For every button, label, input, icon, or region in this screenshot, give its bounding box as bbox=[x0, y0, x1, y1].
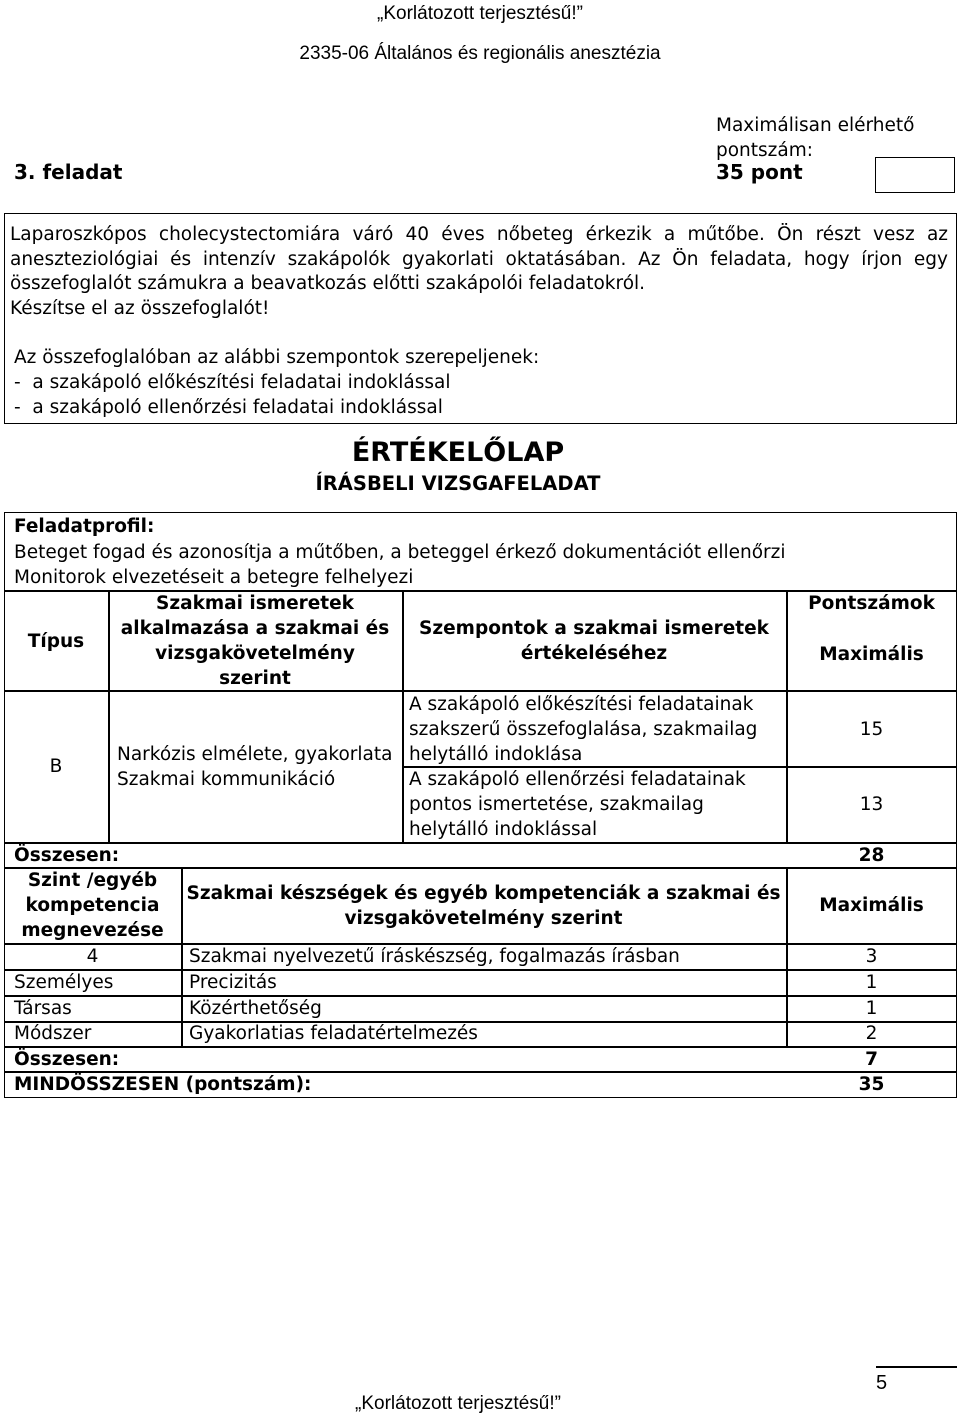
skill-name: Közérthetőség bbox=[189, 998, 322, 1019]
skills-header-line: vizsgakövetelmény szerint bbox=[344, 908, 623, 929]
knowledge-line: Szakmai kommunikáció bbox=[117, 769, 336, 790]
criterion-line: helytálló indoklása bbox=[409, 744, 583, 765]
criteria-list bbox=[14, 345, 539, 420]
task-title: 3. feladat bbox=[14, 160, 123, 184]
skills-header bbox=[181, 881, 786, 931]
skill-name: Precizitás bbox=[189, 972, 277, 993]
skill-points: 3 bbox=[865, 946, 878, 967]
restricted-distribution-footer: „Korlátozott terjesztésű!” bbox=[355, 1393, 561, 1414]
skill-points: 2 bbox=[865, 1023, 878, 1044]
exam-code-header: 2335-06 Általános és regionális anesztézia bbox=[299, 43, 661, 64]
max-points-value: 35 pont bbox=[716, 160, 803, 184]
evaluation-sheet-title: ÉRTÉKELŐLAP bbox=[351, 437, 565, 468]
criterion-line: helytálló indoklással bbox=[409, 819, 598, 840]
knowledge-line: Narkózis elmélete, gyakorlata bbox=[117, 744, 393, 765]
profile-label: Feladatprofil: bbox=[14, 516, 155, 537]
criterion-line: A szakápoló ellenőrzési feladatainak bbox=[409, 769, 746, 790]
type-header: Típus bbox=[27, 631, 85, 652]
skill-level: Személyes bbox=[14, 972, 114, 993]
grand-total-label: MINDÖSSZESEN (pontszám): bbox=[14, 1074, 312, 1095]
profile-line: Monitorok elvezetéseit a betegre felhelyezi bbox=[14, 567, 414, 588]
knowledge-header-line: szerint bbox=[219, 668, 291, 689]
max-points-label-line1: Maximálisan elérhető bbox=[716, 115, 915, 136]
criterion-item bbox=[409, 692, 757, 767]
level-header-line: megnevezése bbox=[21, 920, 164, 941]
criteria-item: - a szakápoló előkészítési feladatai indoklással bbox=[14, 372, 451, 393]
task-instruction: Készítse el az összefoglalót! bbox=[10, 297, 270, 319]
maximal-header: Maximális bbox=[819, 644, 924, 665]
criterion-line: szakszerű összefoglalása, szakmailag bbox=[409, 719, 758, 740]
skill-level: Társas bbox=[14, 998, 72, 1019]
subtotal-value: 28 bbox=[858, 845, 885, 866]
knowledge-header-line: Szakmai ismeretek bbox=[156, 593, 354, 614]
skills-header-line: Szakmai készségek és egyéb kompetenciák a szakmai és bbox=[186, 883, 781, 904]
page-number: 5 bbox=[876, 1372, 888, 1394]
level-header-line: Szint /egyéb bbox=[27, 870, 158, 891]
max-points-label-line2: pontszám: bbox=[716, 140, 813, 161]
skill-points: 1 bbox=[865, 972, 878, 993]
subtotal-label: Összesen: bbox=[14, 845, 120, 866]
score-entry-box[interactable] bbox=[875, 157, 955, 193]
criteria-header bbox=[402, 616, 786, 666]
profile-line: Beteget fogad és azonosítja a műtőben, a beteggel érkező dokumentációt ellenőrzi bbox=[14, 542, 786, 563]
max-points-label bbox=[716, 113, 914, 163]
criterion-item bbox=[409, 767, 746, 842]
criteria-header-line: Szempontok a szakmai ismeretek bbox=[419, 618, 769, 639]
skill-points: 1 bbox=[865, 998, 878, 1019]
task-description-text: Laparoszkópos cholecystectomiára váró 40 éves nőbeteg érkezik a műtőbe. Ön részt vesz az aneszteziológiai és intenzív szakápolók gyakorlati oktatásában. Az Ön feladata, hogy írjon egy összefoglalót számukra a beavatkozás előtti szakápolói feladatokról. bbox=[10, 224, 948, 294]
criteria-intro: Az összefoglalóban az alábbi szempontok szerepeljenek: bbox=[14, 347, 540, 368]
skill-name: Gyakorlatias feladatértelmezés bbox=[189, 1023, 478, 1044]
criterion-line: pontos ismertetése, szakmailag bbox=[409, 794, 704, 815]
skill-level: Módszer bbox=[14, 1023, 92, 1044]
knowledge-header-line: vizsgakövetelmény bbox=[155, 643, 355, 664]
subtotal-value: 7 bbox=[865, 1049, 878, 1070]
skill-name: Szakmai nyelvezetű íráskészség, fogalmazás írásban bbox=[189, 946, 680, 967]
skill-level: 4 bbox=[86, 946, 99, 967]
criteria-item: - a szakápoló ellenőrzési feladatai indoklással bbox=[14, 397, 443, 418]
evaluation-sheet-subtitle: ÍRÁSBELI VIZSGAFELADAT bbox=[315, 472, 601, 495]
criterion-line: A szakápoló előkészítési feladatainak bbox=[409, 694, 754, 715]
criterion-points: 13 bbox=[859, 794, 884, 815]
level-header-line: kompetencia bbox=[25, 895, 160, 916]
task-description bbox=[10, 223, 948, 321]
skills-maximal-header: Maximális bbox=[819, 895, 924, 916]
grand-total-value: 35 bbox=[858, 1074, 885, 1095]
criterion-points: 15 bbox=[859, 719, 884, 740]
footer-rule bbox=[876, 1366, 957, 1368]
level-header bbox=[4, 868, 181, 943]
type-value: B bbox=[49, 756, 63, 777]
points-header: Pontszámok bbox=[808, 593, 935, 614]
subtotal-label: Összesen: bbox=[14, 1049, 120, 1070]
knowledge-value bbox=[117, 742, 392, 792]
knowledge-header bbox=[108, 591, 402, 691]
restricted-distribution-header: „Korlátozott terjesztésű!” bbox=[377, 3, 583, 24]
knowledge-header-line: alkalmazása a szakmai és bbox=[120, 618, 390, 639]
criteria-header-line: értékeléséhez bbox=[520, 643, 668, 664]
